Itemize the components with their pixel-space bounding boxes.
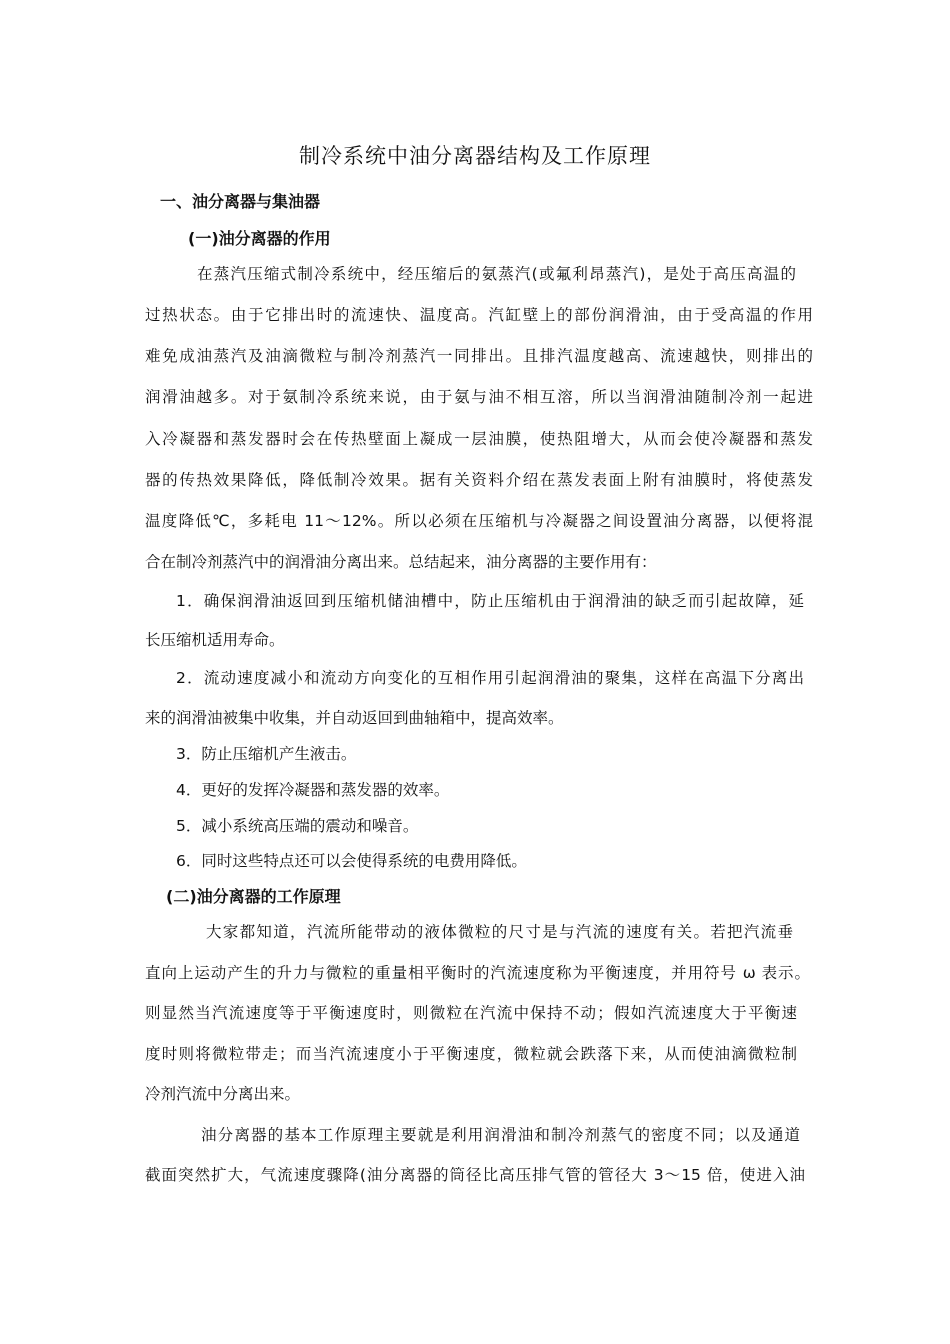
list-item-1-cont: 长压缩机适用寿命。 <box>145 631 285 649</box>
paragraph-line: 直向上运动产生的升力与微粒的重量相平衡时的汽流速度称为平衡速度，并用符号 ω 表示。 <box>145 964 810 982</box>
list-item-2-cont: 来的润滑油被集中收集，并自动返回到曲轴箱中，提高效率。 <box>145 709 564 727</box>
list-item-5: 5．减小系统高压端的震动和噪音。 <box>176 817 419 835</box>
subsection-heading-2: (二)油分离器的工作原理 <box>166 887 341 906</box>
paragraph-line: 难免成油蒸汽及油滴微粒与制冷剂蒸汽一同排出。且排汽温度越高、流速越快，则排出的 <box>145 347 813 365</box>
list-item-4: 4．更好的发挥冷凝器和蒸发器的效率。 <box>176 781 450 799</box>
list-item-6: 6．同时这些特点还可以会使得系统的电费用降低。 <box>176 852 527 870</box>
paragraph-line: 度时则将微粒带走；而当汽流速度小于平衡速度，微粒就会跌落下来，从而使油滴微粒制 <box>145 1045 797 1063</box>
paragraph-line: 润滑油越多。对于氨制冷系统来说，由于氨与油不相互溶，所以当润滑油随制冷剂一起进 <box>145 388 813 406</box>
paragraph-line: 过热状态。由于它排出时的流速快、温度高。汽缸壁上的部份润滑油，由于受高温的作用 <box>145 306 813 324</box>
list-item-3: 3．防止压缩机产生液击。 <box>176 745 357 763</box>
document-title: 制冷系统中油分离器结构及工作原理 <box>299 144 651 168</box>
paragraph-line: 大家都知道，汽流所能带动的液体微粒的尺寸是与汽流的速度有关。若把汽流垂 <box>206 923 793 941</box>
paragraph-line: 入冷凝器和蒸发器时会在传热壁面上凝成一层油膜，使热阻增大，从而会使冷凝器和蒸发 <box>145 430 813 448</box>
list-item-2: 2．流动速度减小和流动方向变化的互相作用引起润滑油的聚集，这样在高温下分离出 <box>176 669 804 687</box>
section-heading-1: 一、油分离器与集油器 <box>160 192 321 211</box>
paragraph-line: 器的传热效果降低，降低制冷效果。据有关资料介绍在蒸发表面上附有油膜时，将使蒸发 <box>145 471 813 489</box>
list-item-1: 1．确保润滑油返回到压缩机储油槽中，防止压缩机由于润滑油的缺乏而引起故障，延 <box>176 592 804 610</box>
paragraph-line: 油分离器的基本工作原理主要就是利用润滑油和制冷剂蒸气的密度不同；以及通道 <box>201 1126 800 1144</box>
subsection-heading-1: (一)油分离器的作用 <box>188 229 331 248</box>
paragraph-line: 截面突然扩大，气流速度骤降(油分离器的筒径比高压排气管的管径大 3～15 倍，使进入油 <box>145 1166 805 1184</box>
paragraph-line: 则显然当汽流速度等于平衡速度时，则微粒在汽流中保持不动；假如汽流速度大于平衡速 <box>145 1004 797 1022</box>
paragraph-line: 合在制冷剂蒸汽中的润滑油分离出来。总结起来，油分离器的主要作用有： <box>145 553 657 571</box>
paragraph-line: 冷剂汽流中分离出来。 <box>145 1085 301 1103</box>
paragraph-line: 温度降低℃，多耗电 11～12%。所以必须在压缩机与冷凝器之间设置油分离器，以便将混 <box>145 512 813 530</box>
paragraph-line: 在蒸汽压缩式制冷系统中，经压缩后的氨蒸汽(或氟利昂蒸汽)，是处于高压高温的 <box>197 265 796 283</box>
